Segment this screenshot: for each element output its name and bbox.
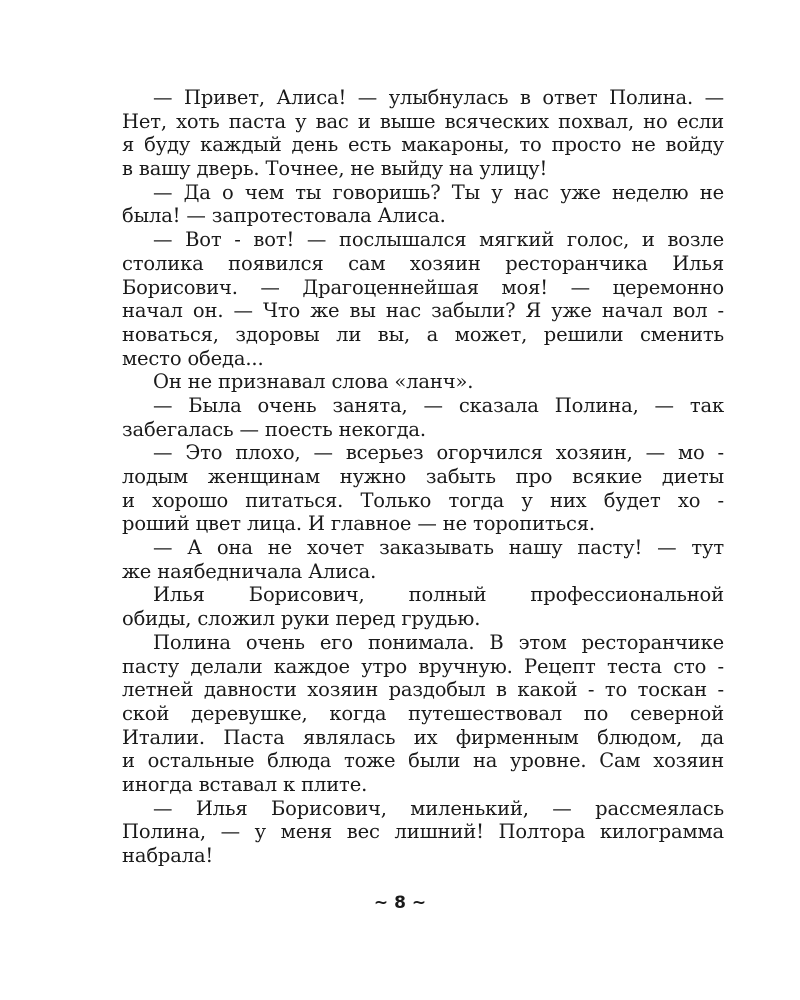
text-line: и остальные блюда тоже были на уровне. Сам хозяин [122, 749, 724, 773]
text-line: лодым женщинам нужно забыть про всякие диеты [122, 465, 724, 488]
text-line: — А она не хочет заказывать нашу пасту! — тут [153, 536, 724, 560]
text-line: Он не признавал слова «ланч». [153, 370, 474, 394]
text-line: Полина очень его понимала. В этом ресторанчике [153, 630, 724, 654]
text-line: — Это плохо, — всерьез огорчился хозяин, — мо - [153, 441, 724, 465]
text-line: Нет, хоть паста у вас и выше всяческих похвал, но если [122, 109, 724, 133]
text-line: — Привет, Алиса! — улыбнулась в ответ Полина. — [153, 86, 724, 109]
page-text [122, 86, 724, 868]
text-line: Полина, — у меня вес лишний! Полтора килограмма [122, 820, 724, 844]
text-line: набрала! [122, 844, 214, 867]
text-line: Италии. Паста являлась их фирменным блюдом, да [122, 725, 724, 749]
text-line: была! — запротестовала Алиса. [122, 204, 446, 228]
text-line: же наябедничала Алиса. [122, 559, 377, 583]
text-line: летней давности хозяин раздобыл в какой - то тоскан - [122, 678, 724, 702]
text-line: пасту делали каждое утро вручную. Рецепт теста сто - [122, 654, 724, 678]
text-line: роший цвет лица. И главное — не торопиться. [122, 512, 595, 536]
text-line: и хорошо питаться. Только тогда у них будет хо - [122, 488, 724, 512]
text-line: — Вот - вот! — послышался мягкий голос, и возле [153, 228, 724, 252]
text-line: в вашу дверь. Точнее, не выйду на улицу! [122, 157, 548, 181]
text-line: место обеда... [122, 346, 264, 370]
text-line: начал он. — Что же вы нас забыли? Я уже начал вол - [122, 299, 724, 323]
text-line: обиды, сложил руки перед грудью. [122, 607, 481, 631]
page-number: ~ 8 ~ [373, 893, 427, 913]
text-line: Борисович. — Драгоценнейшая моя! — церемонно [122, 275, 724, 299]
text-line: Илья Борисович, полный профессиональной [153, 583, 724, 607]
text-line: забегалась — поесть некогда. [122, 417, 426, 441]
text-line: я буду каждый день есть макароны, то просто не войду [122, 133, 724, 157]
text-line: столика появился сам хозяин ресторанчика Илья [122, 251, 724, 275]
text-line: новаться, здоровы ли вы, а может, решили сменить [122, 322, 724, 346]
text-line: — Да о чем ты говоришь? Ты у нас уже неделю не [153, 180, 724, 204]
text-line: иногда вставал к плите. [122, 772, 368, 796]
text-line: — Илья Борисович, миленький, — рассмеялась [153, 796, 724, 820]
text-line: — Была очень занята, — сказала Полина, — так [153, 393, 724, 417]
text-line: ской деревушке, когда путешествовал по северной [122, 701, 724, 725]
